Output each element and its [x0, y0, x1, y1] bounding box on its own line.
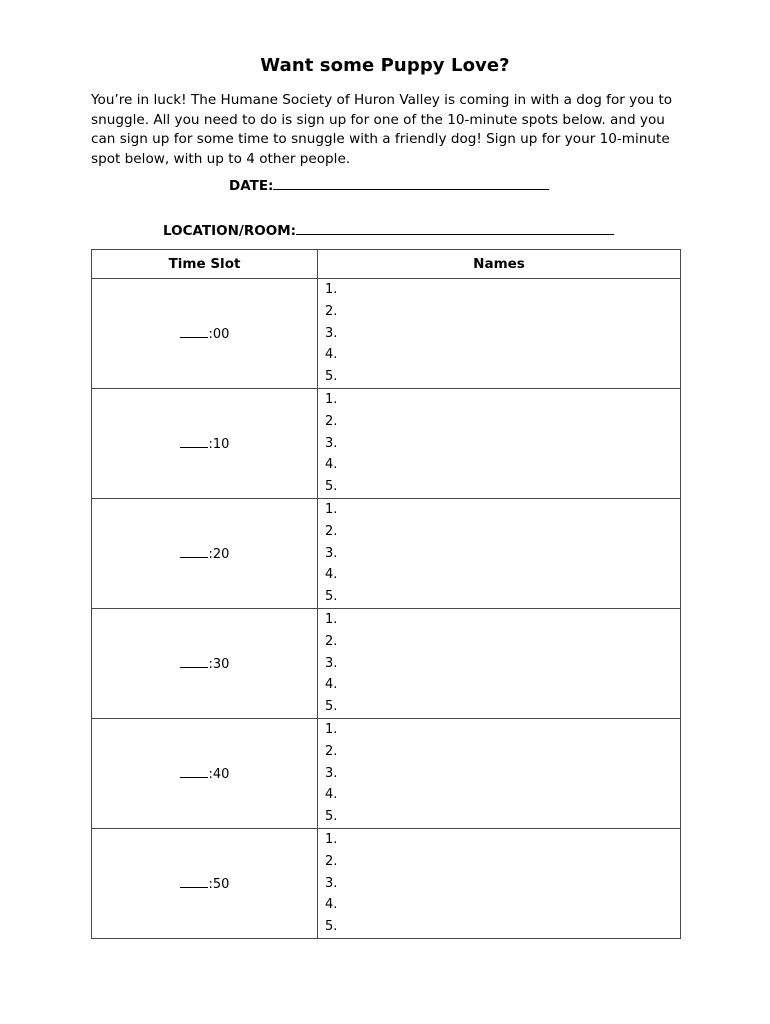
name-line[interactable]: 1. [325, 502, 338, 517]
header-time-slot: Time Slot [92, 250, 318, 279]
names-list [318, 499, 680, 608]
names-cell[interactable] [318, 609, 681, 719]
time-slot-minutes: :30 [208, 656, 230, 672]
table-row [92, 389, 681, 499]
names-list [318, 829, 680, 938]
name-line[interactable]: 4. [325, 457, 338, 473]
names-cell[interactable] [318, 279, 681, 389]
table-row [92, 609, 681, 719]
time-slot-minutes: :50 [208, 876, 230, 892]
name-line[interactable]: 2. [325, 303, 338, 319]
name-line[interactable]: 1. [325, 832, 338, 847]
time-slot-minutes: :20 [208, 546, 230, 562]
name-line[interactable]: 3. [325, 325, 338, 341]
names-cell[interactable] [318, 389, 681, 499]
name-line[interactable]: 2. [325, 523, 338, 539]
location-blank[interactable] [296, 221, 614, 235]
page-title: Want some Puppy Love? [260, 55, 510, 76]
table-row [92, 499, 681, 609]
intro-line: spot below, with up to 4 other people. [91, 150, 351, 167]
name-line[interactable]: 3. [325, 765, 338, 781]
hour-blank[interactable] [180, 546, 208, 558]
names-cell[interactable] [318, 499, 681, 609]
header-names: Names [318, 250, 681, 279]
names-cell[interactable] [318, 719, 681, 829]
names-cell[interactable] [318, 829, 681, 939]
name-line[interactable]: 3. [325, 435, 338, 451]
name-line[interactable]: 3. [325, 875, 338, 891]
table-row [92, 719, 681, 829]
intro-line: You’re in luck! The Humane Society of Huron Valley is coming in with a dog for you to [91, 92, 673, 108]
hour-blank[interactable] [180, 656, 208, 668]
location-label: LOCATION/ROOM: [163, 223, 297, 239]
time-slot-minutes: :00 [208, 326, 230, 342]
name-line[interactable]: 4. [325, 567, 338, 583]
name-line[interactable]: 3. [325, 545, 338, 561]
time-slot-cell [92, 829, 318, 939]
hour-blank[interactable] [180, 766, 208, 778]
location-field [163, 221, 614, 239]
name-line[interactable]: 4. [325, 787, 338, 803]
time-slot-cell [92, 719, 318, 829]
date-label: DATE: [229, 178, 274, 194]
intro-line: snuggle. All you need to do is sign up for one of the 10-minute spots below. and you [91, 111, 665, 128]
names-list [318, 719, 680, 828]
name-line[interactable]: 3. [325, 655, 338, 671]
time-slot-cell [92, 389, 318, 499]
signup-table-body [92, 279, 681, 939]
hour-blank[interactable] [180, 436, 208, 448]
name-line[interactable]: 4. [325, 897, 338, 913]
name-line[interactable]: 1. [325, 612, 338, 627]
name-line[interactable]: 4. [325, 677, 338, 693]
name-line[interactable]: 5. [325, 479, 338, 495]
time-slot-cell [92, 609, 318, 719]
name-line[interactable]: 5. [325, 369, 338, 385]
name-line[interactable]: 1. [325, 392, 338, 407]
names-list [318, 389, 680, 498]
time-slot-cell [92, 279, 318, 389]
name-line[interactable]: 5. [325, 699, 338, 715]
signup-table [91, 249, 681, 939]
names-list [318, 279, 680, 388]
table-header-row [92, 250, 681, 279]
hour-blank[interactable] [180, 876, 208, 888]
name-line[interactable]: 4. [325, 347, 338, 363]
names-list [318, 609, 680, 718]
intro-paragraph [91, 91, 676, 169]
date-blank[interactable] [273, 176, 549, 190]
time-slot-cell [92, 499, 318, 609]
table-row [92, 829, 681, 939]
intro-line: can sign up for some time to snuggle with a friendly dog! Sign up for your 10-minute [91, 131, 670, 147]
name-line[interactable]: 5. [325, 919, 338, 935]
name-line[interactable]: 1. [325, 282, 338, 297]
name-line[interactable]: 5. [325, 589, 338, 605]
name-line[interactable]: 5. [325, 809, 338, 825]
name-line[interactable]: 2. [325, 743, 338, 759]
hour-blank[interactable] [180, 326, 208, 338]
table-row [92, 279, 681, 389]
name-line[interactable]: 2. [325, 633, 338, 649]
name-line[interactable]: 2. [325, 853, 338, 869]
time-slot-minutes: :40 [208, 766, 230, 782]
name-line[interactable]: 1. [325, 722, 338, 737]
time-slot-minutes: :10 [208, 436, 230, 452]
date-field [229, 176, 549, 194]
name-line[interactable]: 2. [325, 413, 338, 429]
